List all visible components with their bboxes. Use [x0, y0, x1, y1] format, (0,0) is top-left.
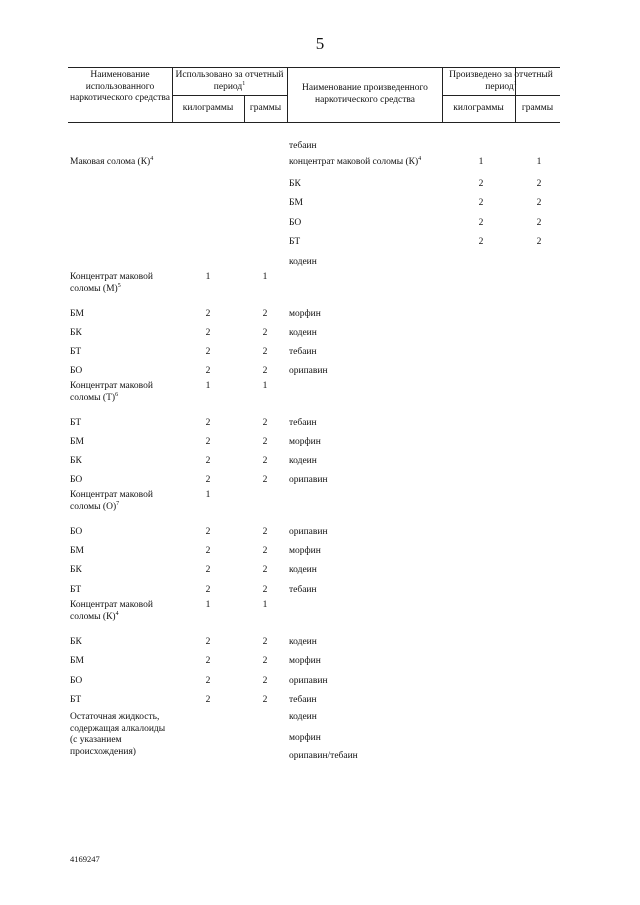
used-substance-name: БО — [70, 475, 83, 485]
produced-substance-name: тебаин — [289, 418, 317, 428]
used-g-value: 2 — [262, 695, 268, 705]
used-kg-value: 2 — [205, 347, 211, 357]
used-substance-name: БК — [70, 456, 82, 466]
used-kg-value: 2 — [205, 527, 211, 537]
produced-kg-value: 2 — [478, 179, 484, 189]
used-substance-name: БТ — [70, 347, 82, 357]
produced-substance-name: морфин — [289, 733, 321, 743]
produced-substance-name: тебаин — [289, 585, 317, 595]
used-kg-value: 2 — [205, 437, 211, 447]
produced-period-header: Произведено за отчетный период$^1$ — [449, 70, 553, 92]
produced-substance-name: БО — [289, 218, 302, 228]
used-substance-name: БК — [70, 637, 82, 647]
produced-g-value: 2 — [536, 198, 542, 208]
used-g-value: 2 — [262, 475, 268, 485]
used-kg-value: 2 — [205, 328, 211, 338]
produced-name-header: Наименование произведенного наркотического средства — [302, 83, 428, 105]
used-kg-value: 2 — [205, 565, 211, 575]
used-g-value: 2 — [262, 347, 268, 357]
used-substance-name: Концентрат маковой соломы $(Т)^6$ — [70, 381, 153, 403]
produced-substance-name: морфин — [289, 309, 321, 319]
used-g-value: 2 — [262, 527, 268, 537]
used-name-header: Наименование использованного наркотического средства — [70, 70, 170, 103]
produced-substance-name: тебаин — [289, 695, 317, 705]
used-kg-value: 2 — [205, 695, 211, 705]
produced-g-value: 2 — [536, 218, 542, 228]
used-substance-name: БМ — [70, 309, 84, 319]
produced-substance-name: кодеин — [289, 456, 317, 466]
used-g-header: граммы — [249, 103, 282, 113]
produced-substance-name: орипавин — [289, 676, 328, 686]
used-substance-name: Концентрат маковой соломы $(О)^7$ — [70, 490, 153, 512]
used-substance-name: БТ — [70, 418, 82, 428]
produced-g-value: 2 — [536, 237, 542, 247]
produced-kg-value: 2 — [478, 198, 484, 208]
used-kg-value: 1 — [205, 600, 211, 610]
page-number: 5 — [315, 34, 325, 53]
used-substance-name: Концентрат маковой соломы $(М)^5$ — [70, 272, 153, 294]
produced-substance-name: кодеин — [289, 712, 317, 722]
used-g-value: 2 — [262, 418, 268, 428]
used-substance-name: БМ — [70, 437, 84, 447]
produced-substance-name: кодеин — [289, 328, 317, 338]
produced-kg-value: 2 — [478, 218, 484, 228]
used-g-value: 2 — [262, 366, 268, 376]
used-g-value: 2 — [262, 437, 268, 447]
produced-substance-name: кодеин — [289, 565, 317, 575]
produced-substance-name: морфин — [289, 656, 321, 666]
used-substance-name: БО — [70, 527, 83, 537]
produced-substance-name: орипавин/тебаин — [289, 751, 358, 761]
used-substance-name: Остаточная жидкость, содержащая алкалоиды (с указанием происхождения) — [70, 712, 166, 757]
used-substance-name: БО — [70, 366, 83, 376]
used-substance-name: БМ — [70, 546, 84, 556]
produced-kg-header: килограммы — [453, 103, 504, 113]
used-kg-value: 1 — [205, 272, 211, 282]
produced-substance-name: орипавин — [289, 475, 328, 485]
used-g-value: 2 — [262, 456, 268, 466]
used-g-value: 2 — [262, 565, 268, 575]
produced-substance-name: морфин — [289, 546, 321, 556]
used-substance-name: БТ — [70, 695, 82, 705]
used-kg-value: 2 — [205, 546, 211, 556]
produced-kg-value: 1 — [478, 157, 484, 167]
used-g-value: 2 — [262, 637, 268, 647]
produced-kg-value: 2 — [478, 237, 484, 247]
used-g-value: 1 — [262, 381, 268, 391]
produced-substance-name: БК — [289, 179, 301, 189]
used-kg-value: 1 — [205, 381, 211, 391]
used-substance-name: Концентрат маковой соломы $(К)^4$ — [70, 600, 153, 622]
used-substance-name: БМ — [70, 656, 84, 666]
produced-substance-name: концентрат маковой соломы $(К)^4$ — [289, 155, 422, 167]
produced-substance-name: кодеин — [289, 257, 317, 267]
used-g-value: 2 — [262, 328, 268, 338]
used-kg-value: 1 — [205, 490, 211, 500]
produced-g-value: 1 — [536, 157, 542, 167]
used-kg-value: 2 — [205, 418, 211, 428]
used-kg-value: 2 — [205, 637, 211, 647]
document-number: 4169247 — [70, 854, 100, 864]
table-header — [68, 67, 560, 123]
used-kg-header: килограммы — [182, 103, 234, 113]
used-substance-name: Маковая солома $(К)^4$ — [70, 155, 154, 167]
produced-substance-name: орипавин — [289, 366, 328, 376]
used-substance-name: БК — [70, 565, 82, 575]
used-substance-name: БТ — [70, 585, 82, 595]
produced-substance-name: орипавин — [289, 527, 328, 537]
used-g-value: 2 — [262, 309, 268, 319]
used-g-value: 1 — [262, 600, 268, 610]
produced-g-header: граммы — [521, 103, 554, 113]
used-kg-value: 2 — [205, 585, 211, 595]
produced-substance-name: морфин — [289, 437, 321, 447]
used-kg-value: 2 — [205, 309, 211, 319]
produced-substance-name: кодеин — [289, 637, 317, 647]
used-kg-value: 2 — [205, 366, 211, 376]
produced-g-value: 2 — [536, 179, 542, 189]
used-substance-name: БО — [70, 676, 83, 686]
used-g-value: 2 — [262, 676, 268, 686]
used-kg-value: 2 — [205, 456, 211, 466]
produced-substance-name: БТ — [289, 237, 301, 247]
used-kg-value: 2 — [205, 475, 211, 485]
produced-substance-name: тебаин — [289, 141, 317, 151]
used-kg-value: 2 — [205, 676, 211, 686]
used-kg-value: 2 — [205, 656, 211, 666]
used-period-header: Использовано за отчетный период$^1$ — [175, 70, 284, 92]
produced-substance-name: тебаин — [289, 347, 317, 357]
used-substance-name: БК — [70, 328, 82, 338]
produced-substance-name: БМ — [289, 198, 303, 208]
used-g-value: 2 — [262, 546, 268, 556]
used-g-value: 1 — [262, 272, 268, 282]
used-g-value: 2 — [262, 656, 268, 666]
used-g-value: 2 — [262, 585, 268, 595]
